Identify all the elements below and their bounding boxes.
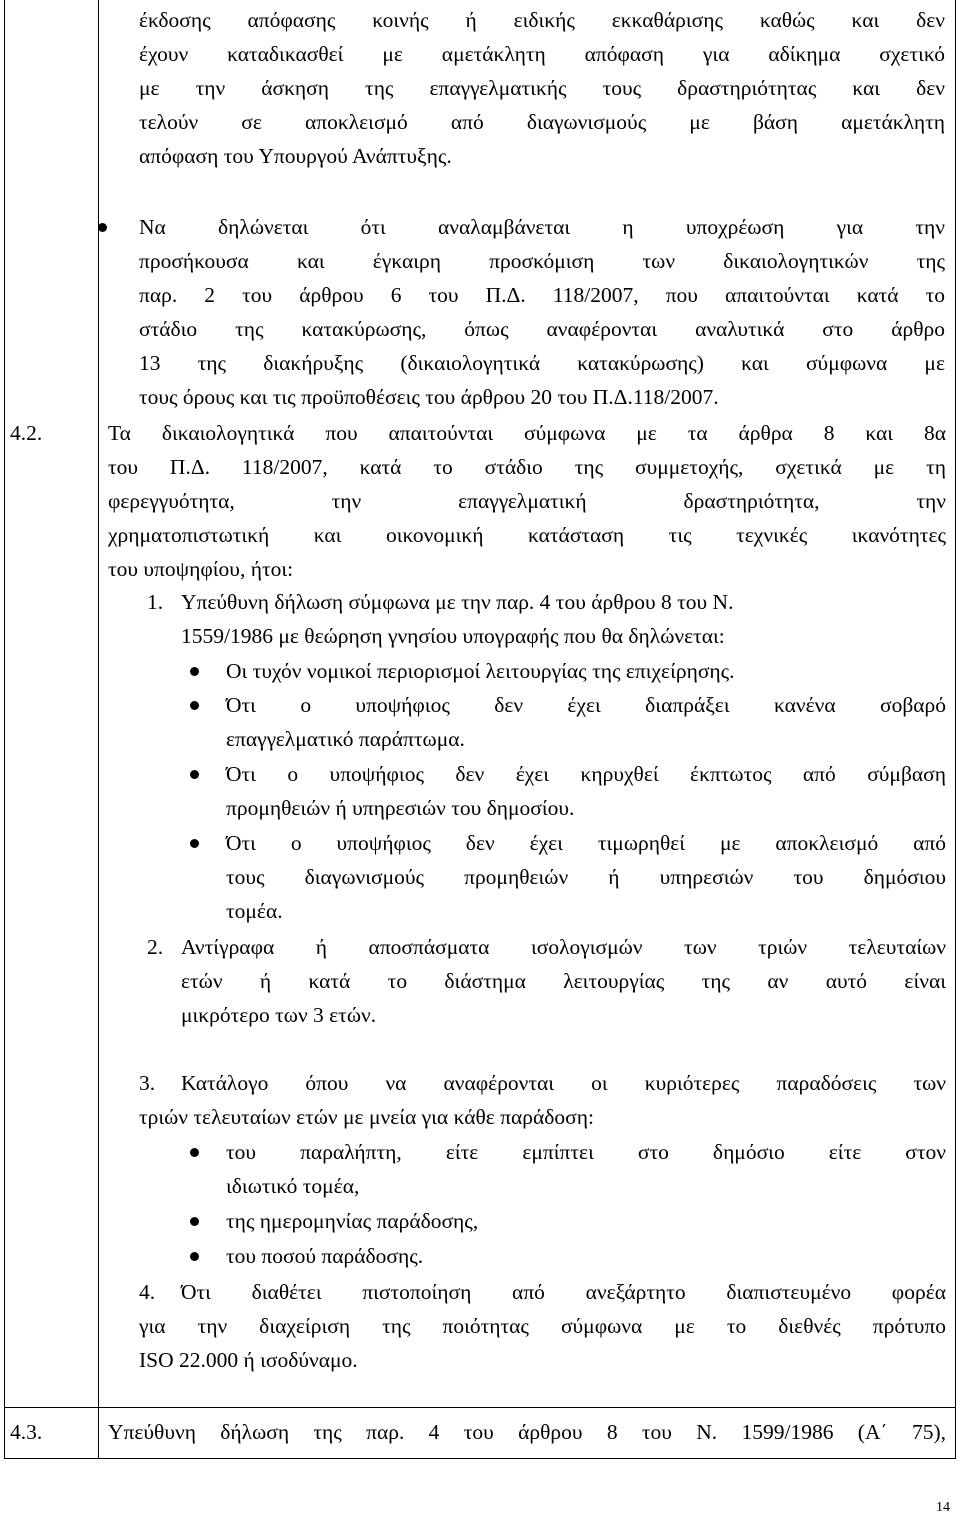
section-number: 4.2. [10,421,43,445]
bullet-icon [98,223,107,232]
text-line: του παραλήπτη, είτε εμπίπτει στο δημόσιο είτε στον [226,1140,946,1164]
text-line: προμηθειών ή υπηρεσιών του δημοσίου. [226,796,575,820]
text-line: Ότι ο υποψήφιος δεν έχει διαπράξει κανένα σοβαρό [226,693,946,717]
text-line: Ότι διαθέτει πιστοποίηση από ανεξάρτητο διαπιστευμένο φορέα [181,1280,946,1304]
text-line: ετών ή κατά το διάστημα λειτουργίας της αν αυτό είναι [181,969,946,993]
text-line: επαγγελματικό παράπτωμα. [226,727,465,751]
section-number: 4.3. [10,1420,43,1444]
bullet-icon [190,1148,199,1157]
text-line: έκδοσης απόφασης κοινής ή ειδικής εκκαθάρισης καθώς και δεν [139,8,945,32]
text-line: Υπεύθυνη δήλωση σύμφωνα με την παρ. 4 του άρθρου 8 του Ν. [181,590,734,614]
table-border-right [955,0,956,1459]
bullet-icon [190,839,199,848]
text-line: ISO 22.000 ή ισοδύναμο. [139,1348,358,1372]
list-number: 2. [147,935,164,959]
text-line: μικρότερο των 3 ετών. [181,1003,377,1027]
text-line: Οι τυχόν νομικοί περιορισμοί λειτουργίας της επιχείρησης. [226,659,735,683]
text-line: φερεγγυότητα, την επαγγελματική δραστηριότητα, την [108,489,946,513]
text-line: του Π.Δ. 118/2007, κατά το στάδιο της συμμετοχής, σχετικά με τη [108,455,946,479]
table-border-left [4,0,5,1459]
text-line: ιδιωτικό τομέα, [226,1174,360,1198]
text-line: Να δηλώνεται ότι αναλαμβάνεται η υποχρέωση για την [139,215,945,239]
bullet-icon [190,1252,199,1261]
bullet-icon [190,701,199,710]
text-line: Κατάλογο όπου να αναφέρονται οι κυριότερες παραδόσεις των [181,1071,946,1095]
text-line: 13 της διακήρυξης (δικαιολογητικά κατακύρωσης) και σύμφωνα με [139,351,945,375]
list-number: 4. [139,1280,156,1304]
list-number: 3. [139,1071,156,1095]
text-line: για την διαχείριση της ποιότητας σύμφωνα με το διεθνές πρότυπο [139,1314,946,1338]
text-line: τριών τελευταίων ετών με μνεία για κάθε παράδοση: [139,1105,594,1129]
text-line: του υποψηφίου, ήτοι: [108,557,294,581]
text-line: προσήκουσα και έγκαιρη προσκόμιση των δικαιολογητικών της [139,249,945,273]
text-line: Ότι ο υποψήφιος δεν έχει τιμωρηθεί με αποκλεισμό από [226,831,946,855]
text-line: με την άσκηση της επαγγελματικής τους δραστηριότητας και δεν [139,76,945,100]
bullet-icon [190,770,199,779]
table-row-divider [4,1407,956,1408]
text-line: τους διαγωνισμούς προμηθειών ή υπηρεσιών του δημόσιου [226,865,946,889]
table-column-divider [98,0,99,1459]
text-line: της ημερομηνίας παράδοσης, [226,1209,479,1233]
bullet-icon [190,1217,199,1226]
text-line: τους όρους και τις προϋποθέσεις του άρθρου 20 του Π.Δ.118/2007. [139,385,719,409]
page-number: 14 [936,1500,950,1515]
bullet-icon [190,667,199,676]
text-line: τομέα. [226,899,283,923]
text-line: χρηματοπιστωτική και οικονομική κατάσταση τις τεχνικές ικανότητες [108,523,946,547]
text-line: στάδιο της κατακύρωσης, όπως αναφέρονται αναλυτικά στο άρθρο [139,317,945,341]
text-line: 1559/1986 με θεώρηση γνησίου υπογραφής που θα δηλώνεται: [181,624,725,648]
text-line: έχουν καταδικασθεί με αμετάκλητη απόφαση για αδίκημα σχετικό [139,42,945,66]
text-line: Ότι ο υποψήφιος δεν έχει κηρυχθεί έκπτωτος από σύμβαση [226,762,946,786]
table-border-bottom [4,1458,956,1459]
text-line: Αντίγραφα ή αποσπάσματα ισολογισμών των τριών τελευταίων [181,935,946,959]
text-line: του ποσού παράδοσης. [226,1244,424,1268]
text-line: παρ. 2 του άρθρου 6 του Π.Δ. 118/2007, που απαιτούνται κατά το [139,283,945,307]
text-line: απόφαση του Υπουργού Ανάπτυξης. [139,144,452,168]
text-line: Υπεύθυνη δήλωση της παρ. 4 του άρθρου 8 του Ν. 1599/1986 (Α΄ 75), [108,1420,946,1444]
list-number: 1. [147,590,164,614]
text-line: Τα δικαιολογητικά που απαιτούνται σύμφωνα με τα άρθρα 8 και 8α [108,421,946,445]
text-line: τελούν σε αποκλεισμό από διαγωνισμούς με βάση αμετάκλητη [139,110,945,134]
